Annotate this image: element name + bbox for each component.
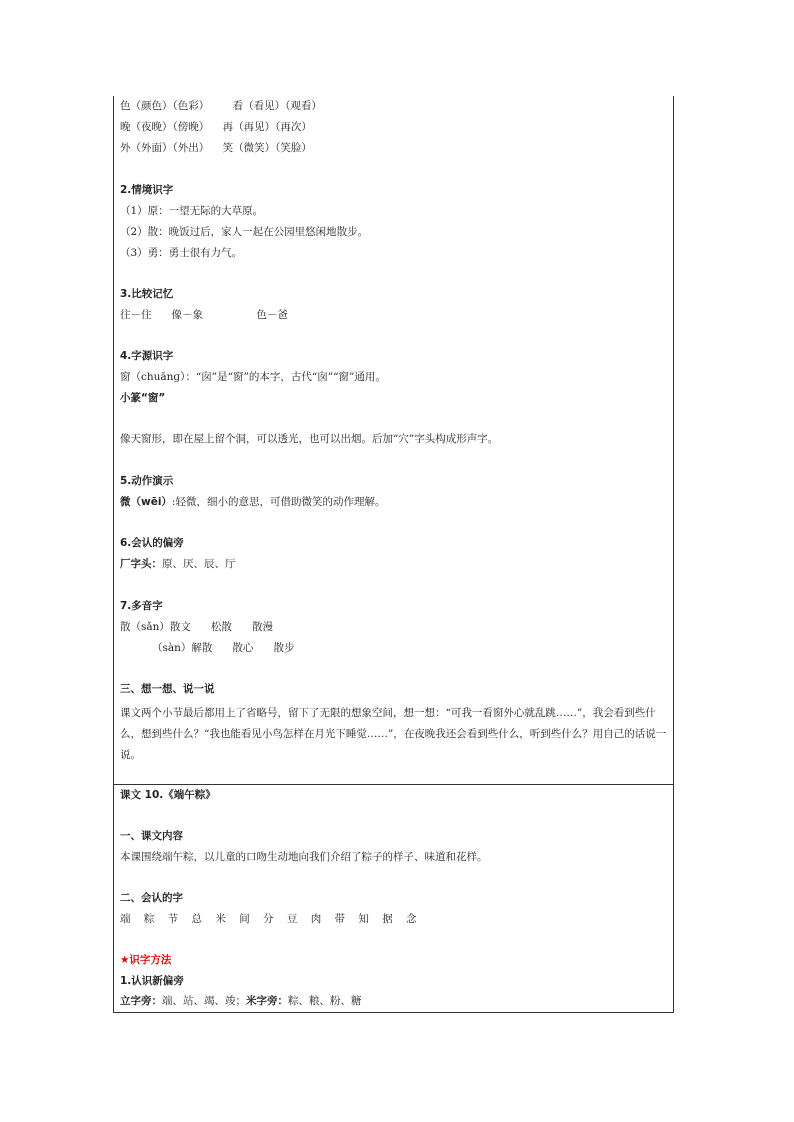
section-heading: 二、会认的字 bbox=[120, 892, 183, 904]
lesson-9-cell bbox=[113, 96, 674, 784]
polyphone-line: （sàn）解散 散心 散步 bbox=[152, 642, 295, 654]
section-heading: 1.认识新偏旁 bbox=[120, 975, 184, 987]
action-text bbox=[120, 495, 667, 509]
lesson-table bbox=[113, 96, 674, 1013]
section-heading: 4.字源识字 bbox=[120, 350, 174, 362]
method-heading: ★识字方法 bbox=[120, 954, 172, 966]
context-item: （3）勇：勇士很有力气。 bbox=[120, 247, 243, 259]
origin-text: 窗（chuānɡ）：“囱”是“窗”的本字，古代“囱”“窗”通用。 bbox=[120, 371, 386, 383]
radical-text: 端、站、竭、竣； bbox=[162, 995, 246, 1007]
radical-label: 厂字头： bbox=[120, 558, 162, 570]
action-desc: :轻微，细小的意思，可借助微笑的动作理解。 bbox=[171, 496, 386, 508]
context-item: （2）散：晚饭过后，家人一起在公园里悠闲地散步。 bbox=[120, 226, 369, 238]
radical-line bbox=[120, 994, 667, 1008]
word-line: 晚（夜晚）（傍晚） 再（再见）（再次） bbox=[120, 121, 312, 133]
lesson-10-cell bbox=[113, 784, 674, 1013]
word-line: 色（颜色）（色彩） 看（看见）（观看） bbox=[120, 100, 322, 112]
radical-label: 米字旁： bbox=[246, 995, 288, 1007]
think-paragraph: 课文两个小节最后都用上了省略号，留下了无限的想象空间，想一想：“可我一看窗外心就乱跳……”，我会看到些什么，想到些什么？“我也能看见小鸟怎样在月光下睡觉……”，在夜晚我还会看到些什么，听到些什么？用自己的话说一说。 bbox=[120, 707, 667, 761]
action-char: 微（wēi） bbox=[120, 496, 172, 508]
section-heading: 2.情境识字 bbox=[120, 184, 174, 196]
word-line: 外（外面）（外出） 笑（微笑）（笑脸） bbox=[120, 142, 312, 154]
section-heading: 5.动作演示 bbox=[120, 475, 174, 487]
origin-description: 像天窗形，即在屋上留个洞，可以透光，也可以出烟。后加“穴”字头构成形声字。 bbox=[120, 433, 499, 445]
section-heading: 3.比较记忆 bbox=[120, 288, 174, 300]
section-heading: 三、想一想、说一说 bbox=[120, 683, 215, 695]
origin-subtitle: 小篆“窗” bbox=[120, 392, 166, 404]
radical-text: 粽、粮、粉、糖 bbox=[288, 995, 362, 1007]
radical-text: 原、厌、辰、厅 bbox=[162, 558, 236, 570]
section-heading: 7.多音字 bbox=[120, 600, 163, 612]
radical-label: 立字旁： bbox=[120, 995, 162, 1007]
content-text: 本课围绕端午粽，以儿童的口吻生动地向我们介绍了粽子的样子、味道和花样。 bbox=[120, 851, 488, 863]
section-heading: 一、课文内容 bbox=[120, 830, 183, 842]
radical-line bbox=[120, 557, 667, 571]
section-heading: 6.会认的偏旁 bbox=[120, 537, 184, 549]
chars-list: 端 粽 节 总 米 间 分 豆 肉 带 知 据 念 bbox=[120, 913, 422, 925]
compare-text: 往－住 像－象 色－爸 bbox=[120, 309, 288, 321]
polyphone-line: 散（sǎn）散文 松散 散漫 bbox=[120, 621, 273, 633]
lesson-title: 课文 10.《端午粽》 bbox=[120, 789, 216, 801]
context-item: （1）原：一望无际的大草原。 bbox=[120, 205, 264, 217]
